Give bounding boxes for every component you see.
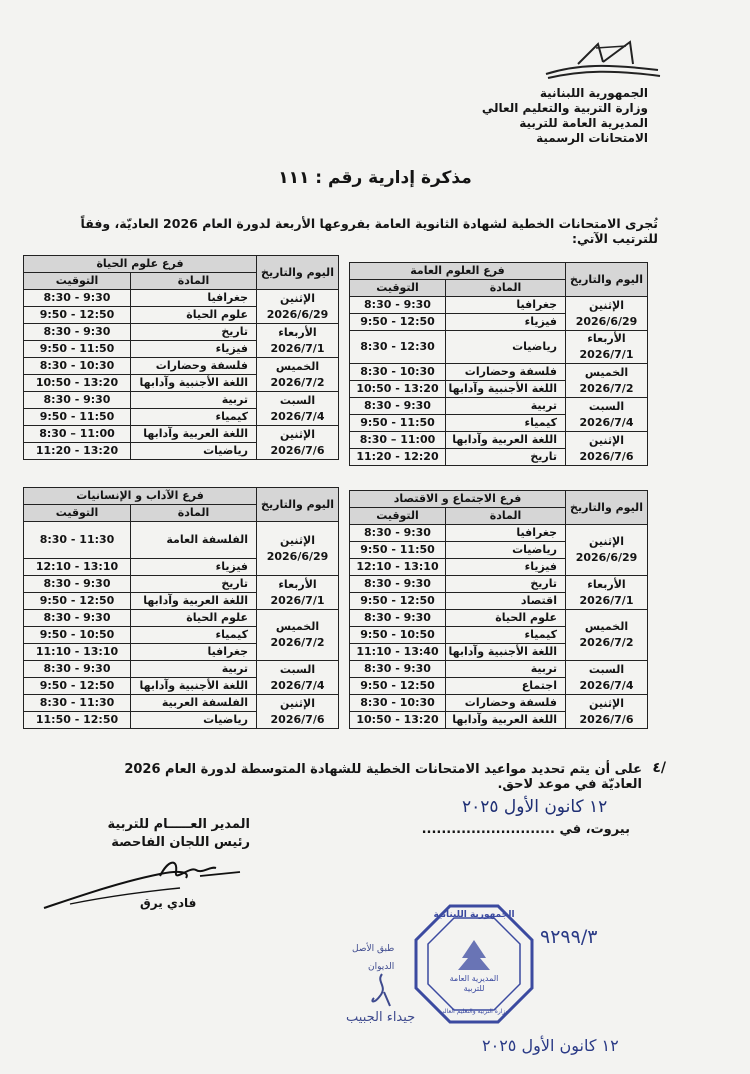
- subject-cell: تربية: [446, 661, 566, 678]
- subject-cell: كيمياء: [446, 415, 566, 432]
- time-cell: 8:30 - 10:30: [24, 358, 131, 375]
- certified-copy-label: طبق الأصل: [352, 944, 395, 954]
- exam-date: 2026/7/2: [270, 375, 325, 389]
- exam-date: 2026/7/6: [579, 449, 634, 463]
- table-row: [350, 432, 648, 449]
- day-date-cell: [566, 576, 648, 610]
- signatory-title: المدير العـــــام للتربية: [107, 817, 250, 832]
- table-row: [350, 297, 648, 314]
- table-row: [350, 610, 648, 627]
- subject-cell: تاريخ: [131, 576, 257, 593]
- time-cell: 8:30 - 9:30: [350, 525, 446, 542]
- exam-day: السبت: [279, 662, 316, 676]
- time-cell: 9:50 - 12:50: [24, 593, 131, 610]
- day-date-cell: [257, 522, 339, 576]
- handwritten-date: ١٢ كانون الأول ٢٠٢٥: [462, 797, 608, 817]
- intro-text: تُجرى الامتحانات الخطية لشهادة الثانوية العامة بفروعها الأربعة لدورة العام 2026 العاديّة، وفقاً للترتيب الآتي:: [80, 216, 658, 246]
- table-row: [24, 610, 339, 627]
- day-date-cell: [566, 398, 648, 432]
- column-header-subject: المادة: [446, 508, 566, 525]
- exam-date: 2026/6/29: [575, 551, 638, 564]
- time-cell: 8:30 – 11:00: [24, 426, 131, 443]
- time-cell: 8:30 - 12:30: [350, 331, 446, 364]
- schedule-table-literature-humanities: [23, 487, 339, 729]
- letterhead-line: المديرية العامة للتربية: [519, 116, 648, 130]
- table-row: [350, 661, 648, 678]
- schedule-table-general-sciences: [349, 262, 648, 466]
- stamp-emblem-icon: [414, 904, 534, 1024]
- day-date-cell: [566, 297, 648, 331]
- time-cell: 8:30 - 9:30: [350, 576, 446, 593]
- day-date-cell: [257, 576, 339, 610]
- letterhead-line: الامتحانات الرسمية: [536, 131, 648, 145]
- exam-day: الإثنين: [280, 291, 315, 305]
- time-cell: 9:50 - 12:50: [350, 593, 446, 610]
- stamp-text-top: الجمهورية اللبنانية: [433, 910, 515, 920]
- table-header-row: [24, 256, 339, 273]
- column-header-subject: المادة: [131, 505, 257, 522]
- time-cell: 8:30 - 9:30: [24, 661, 131, 678]
- time-cell: 8:30 - 9:30: [24, 290, 131, 307]
- column-header-day-date: اليوم والتاريخ: [566, 491, 648, 525]
- table-row: [24, 522, 339, 559]
- time-cell: 9:50 - 11:50: [350, 415, 446, 432]
- exam-day: الإثنين: [280, 696, 315, 710]
- day-date-cell: [257, 426, 339, 460]
- day-date-cell: [257, 610, 339, 661]
- subject-cell: الفلسفة العامة: [131, 522, 257, 559]
- signatory-name: فادي يرق: [140, 896, 197, 910]
- column-header-subject: المادة: [131, 273, 257, 290]
- column-header-day-date: اليوم والتاريخ: [257, 256, 339, 290]
- exam-date: 2026/6/29: [575, 314, 638, 328]
- time-cell: 11:50 - 12:50: [24, 712, 131, 729]
- exam-date: 2026/7/6: [579, 712, 634, 726]
- exam-day: الخميس: [275, 620, 320, 633]
- day-date-cell: [566, 432, 648, 466]
- subject-cell: علوم الحياة: [131, 610, 257, 627]
- time-cell: 8:30 - 9:30: [24, 392, 131, 409]
- time-cell: 11:10 - 13:10: [24, 644, 131, 661]
- subject-cell: اجتماع: [446, 678, 566, 695]
- day-date-cell: [257, 324, 339, 358]
- letterhead-line: وزارة التربية والتعليم العالي: [481, 101, 648, 115]
- time-cell: 8:30 - 11:30: [24, 522, 131, 559]
- note-mark: ٤/: [652, 760, 666, 776]
- exam-day: الإثنين: [280, 427, 315, 441]
- table-row: [24, 324, 339, 341]
- exam-day: الأربعاء: [278, 577, 317, 591]
- branch-title: فرع العلوم العامة: [350, 263, 566, 280]
- subject-cell: اقتصاد: [446, 593, 566, 610]
- stamp-text-inner: المديرية العامة: [449, 974, 499, 983]
- subject-cell: تاريخ: [446, 449, 566, 466]
- exam-day: الأربعاء: [587, 577, 626, 591]
- time-cell: 10:50 - 13:20: [350, 712, 446, 729]
- subject-cell: رياضيات: [131, 712, 257, 729]
- time-cell: 9:50 - 11:50: [24, 341, 131, 358]
- exam-day: الإثنين: [589, 535, 624, 548]
- subject-cell: جغرافيا: [131, 644, 257, 661]
- clerk-signature-icon: [366, 972, 396, 1008]
- stamp-text-inner: للتربية: [463, 984, 485, 993]
- branch-title: فرع الآداب و الإنسانيات: [24, 488, 257, 505]
- time-cell: 9:50 - 10:50: [350, 627, 446, 644]
- subject-cell: الفلسفة العربية: [131, 695, 257, 712]
- exam-day: الأربعاء: [278, 325, 317, 339]
- table-row: [350, 364, 648, 381]
- time-cell: 8:30 - 9:30: [350, 398, 446, 415]
- time-cell: 9:50 - 10:50: [24, 627, 131, 644]
- time-cell: 8:30 - 10:30: [350, 364, 446, 381]
- exam-day: السبت: [588, 662, 625, 676]
- time-cell: 8:30 - 9:30: [24, 324, 131, 341]
- table-row: [24, 392, 339, 409]
- day-date-cell: [566, 610, 648, 661]
- exam-day: الإثنين: [589, 298, 624, 312]
- exam-date: 2026/7/6: [270, 712, 325, 726]
- day-date-cell: [566, 661, 648, 695]
- time-cell: 11:20 - 12:20: [350, 449, 446, 466]
- time-cell: 9:50 - 11:50: [24, 409, 131, 426]
- exam-date: 2026/7/1: [579, 593, 634, 607]
- exam-date: 2026/7/4: [579, 678, 634, 692]
- exam-date: 2026/7/1: [579, 348, 634, 361]
- stamp-text-bottom: وزارة التربية والتعليم العالي: [439, 1008, 509, 1015]
- exam-date: 2026/7/2: [579, 381, 634, 395]
- subject-cell: اللغة الأجنبية وآدابها: [446, 644, 566, 661]
- subject-cell: تربية: [446, 398, 566, 415]
- table-row: [24, 695, 339, 712]
- day-date-cell: [257, 358, 339, 392]
- column-header-day-date: اليوم والتاريخ: [257, 488, 339, 522]
- subject-cell: فيزياء: [131, 341, 257, 358]
- stamp-date: ١٢ كانون الأول ٢٠٢٥: [482, 1036, 619, 1055]
- exam-day: الإثنين: [589, 433, 624, 447]
- ministry-logo-icon: [538, 34, 668, 84]
- exam-date: 2026/6/29: [266, 549, 329, 563]
- subject-cell: تربية: [131, 392, 257, 409]
- exam-day: الإثنين: [589, 696, 624, 710]
- table-row: [24, 426, 339, 443]
- subject-cell: اللغة الأجنبية وآدابها: [446, 381, 566, 398]
- reference-number: ٩٢٩٩/٣: [540, 926, 598, 948]
- branch-title: فرع الاجتماع و الاقتصاد: [350, 491, 566, 508]
- exam-day: السبت: [588, 399, 625, 413]
- time-cell: 12:10 - 13:10: [24, 559, 131, 576]
- subject-cell: تاريخ: [446, 576, 566, 593]
- time-cell: 10:50 - 13:20: [24, 375, 131, 392]
- subject-cell: فيزياء: [446, 314, 566, 331]
- table-row: [350, 331, 648, 364]
- column-header-time: التوقيت: [24, 505, 131, 522]
- time-cell: 9:50 - 11:50: [350, 542, 446, 559]
- exam-day: الإثنين: [280, 533, 315, 547]
- diwan-label: الديوان: [368, 962, 395, 972]
- time-cell: 10:50 - 13:20: [350, 381, 446, 398]
- exam-date: 2026/7/1: [270, 593, 325, 607]
- exam-date: 2026/7/4: [270, 678, 325, 692]
- subject-cell: علوم الحياة: [131, 307, 257, 324]
- signatory-block: [100, 816, 250, 852]
- subject-cell: جغرافيا: [446, 297, 566, 314]
- day-date-cell: [257, 392, 339, 426]
- time-cell: 9:50 - 12:50: [24, 307, 131, 324]
- subject-cell: فلسفة وحضارات: [131, 358, 257, 375]
- memo-title: مذكرة إدارية رقم : ١١١: [278, 168, 472, 188]
- exam-date: 2026/7/2: [579, 636, 634, 649]
- table-header-row: [350, 263, 648, 280]
- time-cell: 11:20 - 13:20: [24, 443, 131, 460]
- subject-cell: فلسفة وحضارات: [446, 695, 566, 712]
- table-row: [350, 695, 648, 712]
- subject-cell: اللغة العربية وآدابها: [446, 432, 566, 449]
- subject-cell: كيمياء: [131, 409, 257, 426]
- subject-cell: تاريخ: [131, 324, 257, 341]
- table-row: [350, 576, 648, 593]
- subject-cell: اللغة الأجنبية وآدابها: [131, 678, 257, 695]
- clerk-name: جيداء الجبيب: [346, 1010, 416, 1025]
- column-header-time: التوقيت: [24, 273, 131, 290]
- exam-date: 2026/7/4: [270, 409, 325, 423]
- column-header-subject: المادة: [446, 280, 566, 297]
- time-cell: 11:10 - 13:40: [350, 644, 446, 661]
- subject-cell: فيزياء: [131, 559, 257, 576]
- subject-cell: رياضيات: [446, 542, 566, 559]
- branch-title: فرع علوم الحياة: [24, 256, 257, 273]
- letterhead: [428, 86, 648, 146]
- subject-cell: تربية: [131, 661, 257, 678]
- subject-cell: فيزياء: [446, 559, 566, 576]
- subject-cell: جغرافيا: [446, 525, 566, 542]
- subject-cell: كيمياء: [131, 627, 257, 644]
- note-text: على أن يتم تحديد مواعيد الامتحانات الخطية للشهادة المتوسطة لدورة العام 2026 العاديّة في موعد لاحق.: [124, 762, 642, 792]
- table-header-row: [24, 488, 339, 505]
- day-date-cell: [566, 364, 648, 398]
- place-date-line: بيروت، في ...........................: [421, 822, 630, 837]
- schedule-table-sociology-economics: [349, 490, 648, 729]
- time-cell: 8:30 - 11:30: [24, 695, 131, 712]
- time-cell: 8:30 - 9:30: [350, 661, 446, 678]
- subject-cell: اللغة الأجنبية وآدابها: [131, 375, 257, 392]
- exam-day: الخميس: [584, 620, 629, 633]
- time-cell: 8:30 - 10:30: [350, 695, 446, 712]
- exam-date: 2026/7/2: [270, 636, 325, 649]
- time-cell: 8:30 - 9:30: [350, 297, 446, 314]
- exam-day: الأربعاء: [587, 332, 626, 345]
- exam-day: السبت: [279, 393, 316, 407]
- subject-cell: اللغة العربية وآدابها: [446, 712, 566, 729]
- time-cell: 12:10 - 13:10: [350, 559, 446, 576]
- column-header-day-date: اليوم والتاريخ: [566, 263, 648, 297]
- table-row: [24, 576, 339, 593]
- time-cell: 8:30 - 9:30: [350, 610, 446, 627]
- schedule-table-life-sciences: [23, 255, 339, 460]
- day-date-cell: [566, 525, 648, 576]
- column-header-time: التوقيت: [350, 508, 446, 525]
- exam-date: 2026/7/6: [270, 443, 325, 457]
- time-cell: 9:50 - 12:50: [350, 678, 446, 695]
- day-date-cell: [566, 331, 648, 364]
- subject-cell: اللغة العربية وآدابها: [131, 593, 257, 610]
- time-cell: 8:30 - 9:30: [24, 610, 131, 627]
- table-row: [24, 290, 339, 307]
- time-cell: 9:50 - 12:50: [350, 314, 446, 331]
- subject-cell: جغرافيا: [131, 290, 257, 307]
- exam-date: 2026/6/29: [266, 307, 329, 321]
- column-header-time: التوقيت: [350, 280, 446, 297]
- signatory-subtitle: رئيس اللجان الفاحصة: [111, 835, 250, 850]
- subject-cell: كيمياء: [446, 627, 566, 644]
- time-cell: 9:50 - 12:50: [24, 678, 131, 695]
- subject-cell: علوم الحياة: [446, 610, 566, 627]
- exam-date: 2026/7/4: [579, 415, 634, 429]
- time-cell: 8:30 - 9:30: [24, 576, 131, 593]
- letterhead-line: الجمهورية اللبنانية: [539, 86, 648, 100]
- subject-cell: اللغة العربية وآدابها: [131, 426, 257, 443]
- subject-cell: رياضيات: [131, 443, 257, 460]
- exam-date: 2026/7/1: [270, 341, 325, 355]
- official-stamp: [414, 904, 534, 1024]
- day-date-cell: [566, 695, 648, 729]
- exam-day: الخميس: [584, 365, 629, 379]
- day-date-cell: [257, 661, 339, 695]
- table-row: [350, 398, 648, 415]
- time-cell: 8:30 – 11:00: [350, 432, 446, 449]
- exam-day: الخميس: [275, 359, 320, 373]
- subject-cell: رياضيات: [446, 331, 566, 364]
- table-row: [350, 525, 648, 542]
- day-date-cell: [257, 290, 339, 324]
- day-date-cell: [257, 695, 339, 729]
- table-row: [24, 661, 339, 678]
- table-header-row: [350, 491, 648, 508]
- subject-cell: فلسفة وحضارات: [446, 364, 566, 381]
- table-row: [24, 358, 339, 375]
